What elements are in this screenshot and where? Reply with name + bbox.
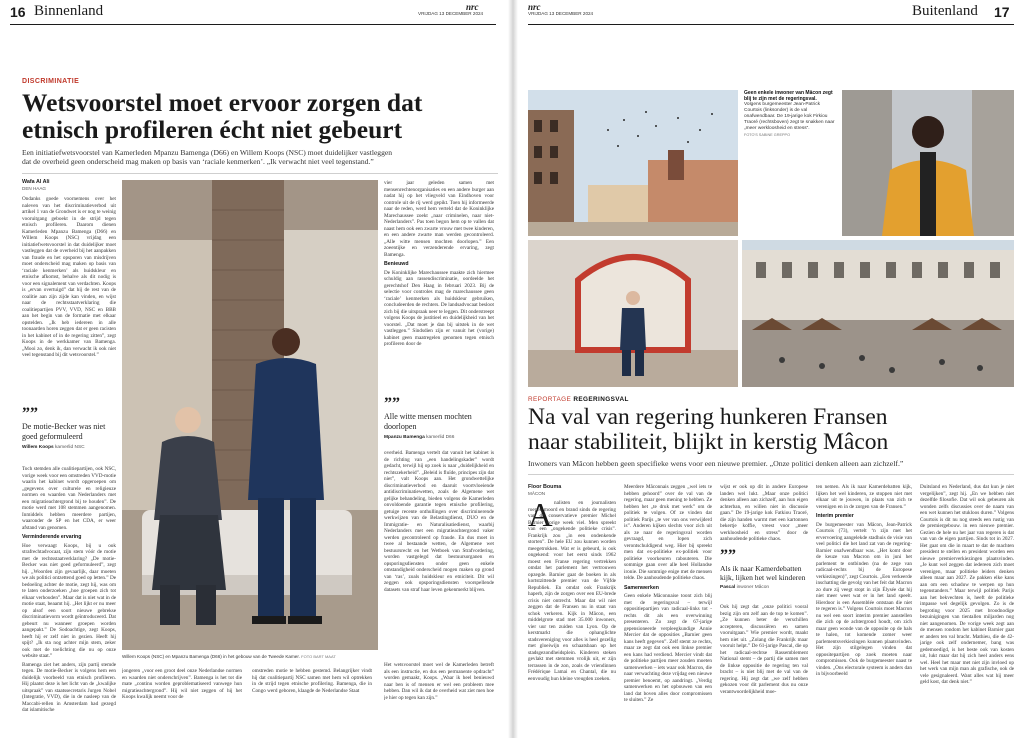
left-headline [22, 89, 498, 143]
right-header-rule [528, 24, 1014, 25]
left-pullquote-right-attribution [384, 435, 494, 440]
page-gutter [508, 0, 518, 738]
right-photo-market-illustration [742, 240, 1014, 387]
right-date: VRIJDAG 13 DECEMBER 2024 [528, 11, 594, 16]
left-col1-body2 [22, 466, 116, 714]
right-pullquote-attribution [720, 585, 808, 590]
right-intro-rule [528, 474, 1014, 475]
right-photo-mayor [528, 240, 738, 387]
left-location: DEN HAAG [22, 186, 46, 191]
right-photo-chef-illustration [842, 90, 1014, 236]
right-col4-body [816, 484, 912, 718]
left-bottom-col4 [384, 662, 494, 714]
left-section-title: Binnenland [34, 3, 104, 19]
right-col1-text: nalisten en journalisten roepen moord en brand sinds de regering van de conservatieve premier Michel Barnier vorige week viel. Men spreekt van een „ongekende politieke crisis”. Frankrijk zou „in een ondenkende storten”. De hele EU zou kunnen worden meegetrokken. Wat er is gebeurd, is ook ongekend: voor het eerst sinds 1962 moest een Franse regering vertrekken omdat het parlement het vertrouwen opzegde. Barnier gaat de boeken in als kortstzittende premier van de Vijfde Republiek. En omdat ook Frankrijk haperb, zijn de zorgen over een EU-brede crisis niet ontrecht. Maar dat wil niet zeggen dat de Fransen nu in staat van schok verkeren. Kijk in Mâcon, een middelgrote stad met 35.000 inwoners, vier uur ten zuiden van Lyon. Op de kerstmarkt die ophanglichte stadsvereniging voor alles is heel gezellig met gloeiwijn en schaatsbaan op het stadsgezondheidsplein. Kinderen steken gevlakt met stemmen vrolijk uit, er zijn terrassen in de zon, zoals de vriendinnen Frédérique Lamai en Chantal, die nu eenvoudig hun kleine vreugden zoeken. [528, 500, 616, 682]
left-col1-text2: Toch stemden alle coalitiepartijen, ook NSC, vorige week voor een omstreden VVD-motie waarin het kabinet wordt opgeroepen om „gegevens over culturele en religieuze normen en waarden van Nederlanders met een migratieachtergrond bij te houden”. De motie werd met 108 stemmen aangenomen. Inmiddels hebben meerdere partijen, waaronder de SP en het CDA, er weer afstand van genomen. [22, 466, 116, 531]
left-col4-body [384, 450, 494, 650]
right-col5-text: Duitsland en Nederland, dus dat kun je niet vergelijken”, zegt hij. „En we hebben niet dezelfde filosofie. Dat wil ook gebeuren als wonden zelfs discussies over de naam van een wet kunnen het stukloos duren.” Volgens Courtois is dit nu nog steeds een rustig van de premiergebouw. in een nieuwe premier. Gezien de hele nu het jaar van regeren is dat van van de eigen partijen. Sinds tot in 2027. Het gaat om die in maart te dat de machten president te stellen en president worden een nieuwe premierverkiezingen plaatsvinden. „Je kunt wel zeggen dat iedereen zich moet verenigen, maar politieke leiders denken alleen maar aan 2027. Ze pakken elke kans aan om een schaduw te werpen op hun tegenstanders.” Maar terwijl politiek Parijs aan het bekvechten is, heeft de politieke impasse wel degelijk gevolgen. Zo is de begroting voor 2025 met broodnodige bezuinigingen van tientallen miljarden nog niet aangenomen. De vorige week zegt aan de mensen rondom het kabinet Barnier gaat er anders ten val bracht. Mathieu, die de 42-jarige ook zelf ondernemer, bang was gedemoedigd, is het beste ook van kosten uit, lukt maar dat hij zich heel anders eens wel. Heel het maar met niet zijn invloed op het werk van mijn man als grafische, ook de vele gesignaleerd. Want alles wat hij meer geld kost, dat denk niet.” [920, 484, 1014, 685]
right-kicker-topic: REGERINGSVAL [573, 396, 629, 403]
left-photo-caption [122, 654, 378, 660]
right-photo-christmas-market [742, 240, 1014, 387]
right-photo-credit: FOTO'S SABINE GREPPO [744, 133, 791, 137]
right-masthead: nrc [528, 2, 541, 12]
left-headline-line1: Wetsvoorstel moet ervoor zorgen dat [22, 88, 423, 117]
left-main-photo [122, 180, 378, 650]
right-col5-body [920, 484, 1014, 718]
left-pullquote-mark: ”” [22, 405, 38, 422]
left-col1-text4: Bamenga ziet het anders, zijn partij stemde tegen. De motie-Becker is volgens hem een duidelijk voorbeeld van etnisch profileren. Hij plaatst deze is het licht van de „kwalijke uitspraak” van staatssecretaris Jurgen Nobel (Integratie, VVD), die in de nasleep van de Maccabi-rellen in Amsterdam had gezegd dat islamitische [22, 661, 116, 713]
right-col4-text: ten nemen. Als ik naar Kamerdebatten kijk, lijken het wel kinderen, ze stoppen niet met elkaar uit te jouwen, in plaats van zich te verenigen en in de zorgen van de Fransen.” [816, 484, 912, 510]
left-page-number: 16 [10, 4, 26, 20]
right-col3-text: wijst er ook op dit in andere Europese landen wel lukt. „Maar onze politici denken alleen aan zichzelf, aan hun eigen achterban, en willen niet in discussie gaan.” De 19-jarige kok Fatkiou Traoré, die zijn handen warmt met een kartonnen bekertje koffie, vreest voor „meer werkloosheid en stress” door de aanhoudende politieke chaos. [720, 484, 808, 542]
right-kicker [528, 396, 629, 403]
right-pullquote-role: inwoner Mâcon [736, 585, 770, 590]
right-author: Floor Bouma [528, 484, 562, 490]
left-bottom-col3-text: omstreden motie te hebben gestemd. Belangrijker vindt hij dat coalitiepartij NSC samen met hem wil optrekken in de strijd tegen etnische profilering. Bamenga, die in Congo werd geboren, klaagde de Nederlandse Staat [252, 668, 372, 694]
right-location: MÂCON [528, 491, 546, 496]
left-pullquote-attribution [22, 445, 116, 450]
right-col2-subhead: Samenwerken [624, 584, 659, 591]
left-col3-text: vier jaar geleden samen met mensenrechtenorganisaties en een andere burger aan nadat hij op het vliegveld van Eindhoven voor controle uit de rij werd gepikt. Toen hij informeerde naar de reden, werd hem verteld dat de Koninklijke Marechaussee zoekt „naar criminelen, naar niet-Nederlanders”. Pas toen begon hem op te vallen dat naast hem ook een zwarte vrouw met twee kinderen, en een andere zwarte man werden gecontroleerd. „Alle witte mensen mochten doorlopen.” Een zoeentijke en verzenderende ervaring, zegt Bamenga. [384, 180, 494, 258]
right-col3-body2 [720, 604, 808, 718]
right-headline-line1: Na val van regering hunkeren Fransen [528, 404, 888, 430]
left-intro-line2: dat de overheid geen onderscheid mag maken op basis van ‘raciale kenmerken’. „Ik verwacht niet veel tegenstand.” [22, 157, 374, 167]
right-photo-caption [744, 90, 838, 137]
right-page-number: 17 [994, 4, 1010, 20]
right-pullquote [720, 547, 808, 590]
left-pullquote-text: De motie-Becker was niet goed geformuleerd [22, 422, 106, 441]
left-col3-text2: De Koninklijke Marechaussee maakte zich hiermee schuldig aan rassendiscriminatie, oordeelde het gerechtshof Den Haag in februari 2023. Bij de selectie voor controles mag de marechaussee geen ‘raciale’ kenmerken als huidskleur gebruiken, concludeerden de rechters. De landsadvocaat besloot zich bij die uitspraak neer te leggen. Dit onderstreept volgens Koops de justitieel en duidelijkheid van het voorstel. „Dat moet je dan bij uitstek in de wet vastleggen.” Sindsdien zijn er vanuit het (vorige) kabinet geen maatregelen genomen tegen etnisch profileren door de [384, 269, 494, 347]
right-headline-line2: naar stabiliteit, blijkt in kerstig Mâcon [528, 429, 889, 455]
left-headline-line2: etnisch profileren écht niet gebeurt [22, 115, 403, 144]
left-bottom-col3 [252, 668, 372, 714]
left-intro-line1: Een initiatiefwetsvoorstel van Kamerleden Mpanzu Bamenga (D66) en Willem Koops (NSC) moet duidelijker vastleggen [22, 148, 393, 157]
left-col1-text3: Hoe verwaagt Koops, bij u ook strafrechtadvocaat, zijn stem vóór de motie met de rechtsstaatverklaring? „De motie-Becker was niet goed geformuleerd”, zegt hij. „Woorden zijn gevaarlijk, daar moeten we als politici ontzettend goed op letten.” De bedoeling achter de motie, zegt hij, was om te laten onderzoeken „hoe groepen zich tot elkaar verhouden”. Maar dat is niet wat in de motie staat, beaamt hij. „Het lijkt er nu meer op alsof een soort nieuwe gebrekse discriminatievorm wordt geïntroduceerd. Dat gebeurt nu wanneer groepen worden aangepakt.” De Sodoachtige, zegt Koops, heeft hij er zelf niet in gezien. Heeft hij spijt? „Ik sta nog achter mijn stem, zeker ook met de toelichting die nu op onze website staat.” [22, 542, 116, 659]
left-photo-credit: FOTO BART MAAT [301, 654, 336, 659]
left-masthead: nrc [466, 2, 479, 12]
right-photo-caption-body: Volgens burgemeester Jean-Patrick Courtois (linksonder) is de val onafwendbaar. De 19-jarige kok Firkiou Traoré (rechtsboven) zegt te snakken naar „meer werkloosheid en stress”. [744, 102, 835, 131]
right-pullquote-mark: ”” [720, 547, 736, 564]
left-pullquote-right-text: Alle witte mensen mochten doorlopen [384, 412, 472, 431]
left-photo-illustration [122, 180, 378, 650]
left-pullquote-right-mark: ”” [384, 395, 400, 412]
left-pullquote [22, 405, 116, 450]
right-kicker-label: REPORTAGE [528, 396, 572, 403]
left-pullquote-role: kamerlid NSC [55, 445, 85, 450]
left-header-rule [10, 24, 496, 25]
left-col3-body [384, 180, 494, 382]
left-category: DISCRIMINATIE [22, 78, 80, 85]
right-dropcap: A [528, 497, 553, 534]
right-photo-chef [842, 90, 1014, 236]
left-col3-subhead: Benieuwd [384, 261, 409, 267]
left-intro-rule [22, 173, 498, 174]
right-pullquote-name: Pascal [720, 585, 736, 590]
left-date: VRIJDAG 13 DECEMBER 2024 [418, 11, 484, 16]
left-bottom-col2-text: jongeren „voor een groot deel onze Nederlandse normen en waarden niet onderschrijven”. Bamenga is het tot die mate „continu worden geproblematiseerd vanwege hun migratieachtergrond”. Hij wil niet zeggen of hij het Koops kwalijk neemt voor de [122, 668, 242, 700]
right-col4-subhead: Interim premier [816, 513, 854, 519]
right-pullquote-text: Als ik naar Kamerdebatten kijk, lijken het wel kinderen [720, 564, 806, 582]
right-col2-text2: Geen enkele Mâconnaise toont zich blij met de regeringsval – terwijl oppositiepartijen van radicaal-links tot -rechts dit als een overwinning presenteren. Zo zegt de 67-jarige gepensioneerde verpleegkundige Annie Mercier dat de opposities „Barnier geen kans heeft gegeven”. Zelf stemt ze rechts, maar ze zegt dat ook een linkse premier een kans had verdiend. Mercier vindt dat de politieke partijen meer zouden moeten samenwerken – iets waar ook Macron, die naar verwachting deze vrijdag een nieuwe premier benoemt, op aandringt. „Verdig samenwerken en het opbouwen van een land dat boven alles door compromissen te sluiten.” Ze [624, 593, 712, 703]
right-col4-text2: De burgemeester van Mâcon, Jean-Patrick Courtois (73), vertelt ‘n zijn met het ervervoering aangelekde stadhuis de visie van veel politici die het land zat van de regering-Barnier onafwendbaar was. „Het komt door de keuze van Macron om in juni het parlement te ontbinden (na de zege van radicaal-rechts bij de Europese verkiezingen)”, zegt Courtois. „Een verkeerde inschatting die gevolg van het feit dat Macron zo dure zij veegt stopt in zijn Élysée dat hij niet meer weet wat er in het land speelt. Hierdoor is een Assemblée ontstaan die niet te regeren is.” Volgens Courtois moet Macron nu wel een soort interim premier aanstellen die zich op de achtergrond houdt, om zich maar geen wonde van de opposite op de hals te halen, tot komende zomer weer parlementsverkiezingen kunnen plaatsvinden. Het zijn stilgelegen vinden dat oppositepartijen op zoek moeten naar compromissen. Ook de burgemeester naast te vinden. „Ons electorale systeem is anders dan in bijvoorbeeld [816, 521, 912, 677]
left-intro [22, 148, 498, 167]
left-col4-text: overheid. Bamenga vertelt dat vanuit het kabinet is de richting van „een handelingskader” wordt gedacht, terwijl hij op zoek is naar „duidelijkheid en rechtszekerheid”. „Beleid is fluïde, principes zijn dat niet”, valt Koops aan. Het grondwettelijke discriminatieverbod en daaruit voortvloeiende antidiscriminatiewetten, zoals de Algemene wet gelijke behandeling, bieden volgens de Kamerleden onvoldoende garantie tegen etnische profilering, getuige recente onthullingen over discriminerende werkwijzen van de Belastingdienst, DUO en de Immigratie- en Naturalisatiedienst, waarbij Nederlanders met een migratieachtergrond vaker werden gecontroleerd op fraude. En dus moet in twee al bestaande wetten, de Algemene wet bestuursrecht en het Wetboek van Strafvordering, worden vastgelegd dat bestuursorganen en opsporingsdiensten onder geen enkele omstandigheid onderscheid mogen maken op grond van ‘ras’, zoals huidskleur en etniciteit. Dit wil zeggen ook opsporingsdiensten voorspellende datasets van straf haar leven gekenmerkt blijven. [384, 450, 494, 593]
left-pullquote-right-name: Mpanzu Bamenga [384, 435, 425, 440]
right-section-title: Buitenland [912, 3, 978, 19]
right-col2-body [624, 484, 712, 718]
left-col1-body [22, 196, 116, 402]
left-col1-subhead: Verminderende ervaring [22, 534, 82, 540]
left-bottom-col2 [122, 668, 242, 714]
right-photo-mayor-illustration [528, 240, 738, 387]
left-photo-caption-text: Willem Koops (NSC) en Mpanzu Bamenga (D66) in het gebouw van de Tweede Kamer. [122, 654, 300, 659]
left-pullquote-right-role: kamerlid D66 [426, 435, 455, 440]
right-col3-text2: Ook hij zegt dat „onze politici vooral bezig zijn om zelf aan de top te komen”. „Ze kunnen beter de verschillen accepteren, discussiëren en samen vooruitgaan.” Wie premier wordt, maakt hem niet uit. „Zolang die Frankrijk maar vooruit helpt.” De 61-jarige Pascal, die op het radicaal-rechtse Rassemblement National stemt – de partij die samen met de linkse oppositie de regering ten val bracht – is niet blij met de val van de regering. Hij zegt dat „we zelf hebben gekozen voor dit parlement dus nu onze verantwoordelijkheid moe- [720, 604, 808, 695]
right-headline [528, 405, 1014, 455]
right-col2-text: Meerdere Mâconnais zeggen „wel iets te hebben gehoord” over de val van de regering, maar geen mening te hebben. Ze hebben het „te druk met werk” om de politiek te volgen. Of ze vinden dat politiek Parijs „te ver van ons verwijderd is”. Anderen kijken slechts voor zich uit als ze naar de regeringsval worden gevraagd, en lopen zich verontschuldigend weg. Hier bij spreekt men dat ex-politieke ex-politiek voor politieke voorkeuren rabouteren. Die sommige gaan over alle heel Hollandse ironie. Die sommige enige met de mensen telde. De aanhoudende politieke chaos. [624, 484, 712, 581]
right-photo-town-square [528, 90, 738, 236]
left-pullquote-right [384, 395, 494, 440]
left-author: Wafa Al Ali [22, 179, 50, 185]
right-col3-body [720, 484, 808, 544]
right-photo-caption-title: Geen enkele inwoner van Mâcon zegt blij te zijn met de regeringsval. [744, 90, 833, 102]
right-photo-town-illustration [528, 90, 738, 236]
right-col1-body [528, 497, 616, 718]
left-col1-text: Ondanks goede voornemens over het naleven van het discriminatieverbod uit artikel 1 van de Grondwet is er nog te weinig vooruitgang geboekt in de strijd tegen etnisch profileren. Daarom dienen Kamerleden Mpanzu Bamenga (D66) en Willem Koops (NSC) vrijdag een initiatiefwetsvoorstel in dat duidelijker moet vastleggen dat de overheid bij het aanpakken van fraude en het opsporen van misdrijven moet onderscheid mag maken op basis van ‘raciale kenmerken’ als huidskleur en etnische afkomst, behalve als dit nodig is voor een signalement van verdachten. Koops is „ervan overtuigd” dat hij de rest van de coalitie aan zijn zijde kan vinden, en wijst naar de rechtsstaatverklaring die coalitiepartijen PVV, VVD, NSC en BBB aan het begin van de formatie met elkaar opstelden. „Ik heb iedereen in alle toonaarden horen zeggen dat er geen racisten in het kabinet of in de regering zitten”, zegt Koops in de werkkamer van Bamenga. „Mooi zo, denk ik, dan verwacht ik ook niet veel tegenstand bij dit wetsvoorstel.” [22, 196, 116, 358]
right-intro: Inwoners van Mâcon hebben geen specifieke wens voor een nieuwe premier. „Onze politici denken alleen aan zichzelf.” [528, 459, 904, 468]
left-pullquote-name: Willem Koops [22, 445, 54, 450]
left-bottom-col4-text: Het wetsvoorstel moet wel de Kamerleden betreft als een instructie, en dus een permanente opdracht” worden gemaakt, Koops. „Waar ik heel benieuwd naar ben is of mensen er wel een probleem mee hebben. Dan wil ik dat de overheid wat ziet men hoe je hier op tegen kan zijn.” [384, 662, 494, 701]
